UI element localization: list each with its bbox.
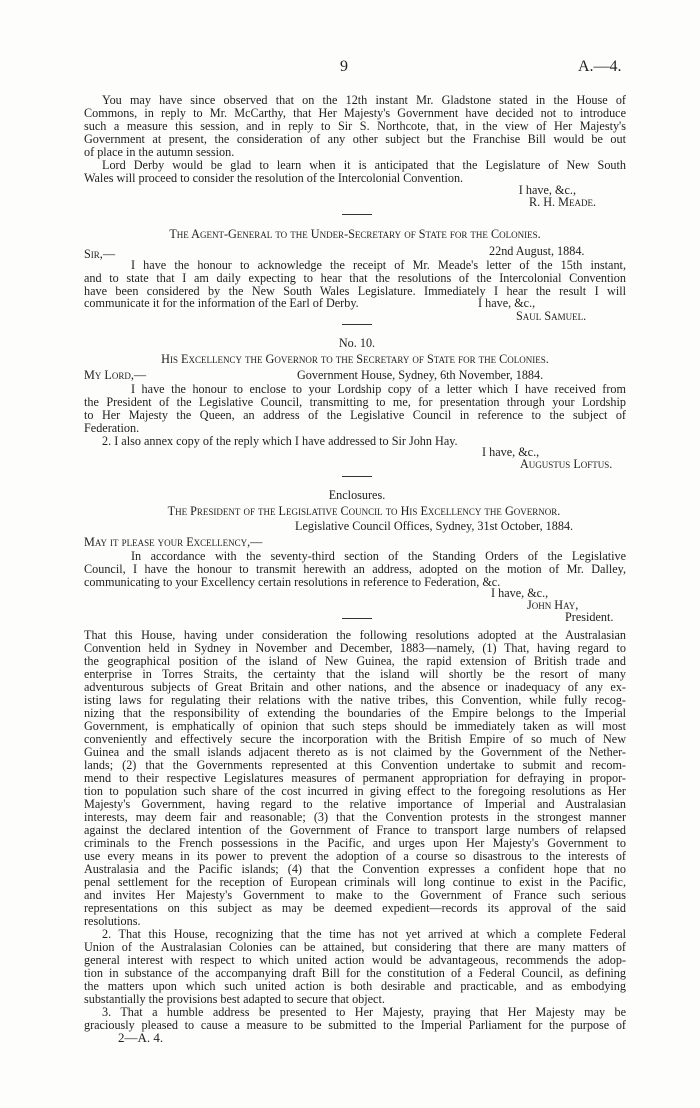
paragraph-line: Union of the Australasian Colonies can be attained, but considering that there are many matters of — [84, 940, 626, 954]
paragraph-line: have been considered by the New South Wales Legislature. Immediately I hear the result I will — [84, 284, 626, 298]
paragraph-line: against the declared intention of the Government of France to transport large numbers of relapsed — [84, 823, 626, 837]
divider — [342, 324, 372, 325]
paragraph-line: tion to population such share of the cost incurred in giving effect to the foregoing resolutions as Her — [84, 784, 626, 798]
paragraph-line: communicating to your Excellency certain resolutions in reference to Federation, &c. — [84, 575, 501, 589]
paragraph-line: the geographical position of the island of New Guinea, the rapid extension of British trade and — [84, 654, 626, 668]
salutation: May it please your Excellency,— — [84, 535, 263, 549]
paragraph-line: 3. That a humble address be presented to Her Majesty, praying that Her Majesty may be — [102, 1005, 626, 1019]
signature: John Hay, — [527, 598, 579, 612]
divider — [342, 214, 372, 215]
paragraph-line: penal settlement for the reception of European criminals will long continue to exist in the Pacific, — [84, 875, 626, 889]
page-number: 9 — [340, 58, 348, 75]
closing: I have, &c., — [518, 183, 576, 197]
divider — [342, 618, 372, 619]
paragraph-line: Convention held in Sydney in November and December, 1883—namely, (1) That, having regard to — [84, 641, 626, 655]
paragraph-line: In accordance with the seventy-third section of the Standing Orders of the Legislative — [131, 549, 626, 563]
enclosures-title: Enclosures. — [328, 488, 386, 502]
despatch-number: No. 10. — [338, 336, 376, 350]
paragraph-line: enterprise in Torres Straits, the certainty that the island will shortly be the resort of many — [84, 667, 626, 681]
paragraph-line: substantially the provisions best adapted to secure that object. — [84, 992, 385, 1006]
paragraph-line: 2. I also annex copy of the reply which I have addressed to Sir John Hay. — [102, 434, 458, 448]
paragraph-line: Wales will proceed to consider the resolution of the Intercolonial Convention. — [84, 171, 464, 185]
closing: I have, &c., — [482, 445, 540, 459]
paragraph-line: Government, is emphatically of opinion that such steps should be immediately taken as will most — [84, 719, 626, 733]
paragraph-line: resolutions. — [84, 914, 141, 928]
paragraph-line: Guinea and the small islands adjacent thereto as is not claimed by the Government of the Nether- — [84, 745, 626, 759]
letter-address: Legislative Council Offices, Sydney, 31st October, 1884. — [295, 519, 574, 533]
salutation: My Lord,— — [84, 368, 147, 382]
paragraph-line: nizing that the responsibility of extending the boundaries of the Empire belongs to the Imperial — [84, 706, 626, 720]
paragraph-line: graciously pleased to cause a measure to be submitted to the Imperial Parliament for the purpose of — [84, 1018, 626, 1032]
closing: I have, &c., — [478, 296, 536, 310]
paragraph-line: to Her Majesty the Queen, an address of the Legislative Council in reference to the subject of — [84, 408, 626, 422]
letter-date: 22nd August, 1884. — [489, 244, 585, 258]
paragraph-line: use every means in its power to prevent the adoption of a course so disastrous to the interests of — [84, 849, 626, 863]
paragraph-line: adventurous subjects of Great Britain and other nations, and the absence or inadequacy of any ex- — [84, 680, 626, 694]
paragraph-line: 2. That this House, recognizing that the time has not yet arrived at which a complete Federal — [102, 927, 626, 941]
document-reference: A.—4. — [578, 58, 622, 75]
letter-address: Government House, Sydney, 6th November, 1884. — [297, 368, 544, 382]
paragraph-line: such a measure this session, and in reply to Sir S. Northcote, that, in the view of Her Majesty's — [84, 119, 626, 133]
signatory-title: President. — [565, 610, 614, 624]
paragraph-line: the matters upon which such united action is both desirable and practicable, and as embodying — [84, 979, 626, 993]
paragraph-line: You may have since observed that on the 12th instant Mr. Gladstone stated in the House of — [102, 93, 626, 107]
paragraph-line: isting laws for regulating their relations with the native tribes, this Convention, while fully recog- — [84, 693, 626, 707]
paragraph-line: That this House, having under consideration the following resolutions adopted at the Australasian — [84, 628, 626, 642]
paragraph-line: communicate it for the information of the Earl of Derby. — [84, 296, 359, 310]
letter-heading: The President of the Legislative Council to His Excellency the Governor. — [167, 504, 561, 518]
paragraph-line: general interest with respect to which united action would be advantageous, recommends the adop- — [84, 953, 626, 967]
paragraph-line: I have the honour to enclose to your Lordship copy of a letter which I have received from — [131, 382, 626, 396]
letter-heading: His Excellency the Governor to the Secretary of State for the Colonies. — [161, 352, 549, 366]
paragraph-line: mend to their respective Legislatures measures of permanent appropriation for defraying in propor- — [84, 771, 626, 785]
signature: Saul Samuel. — [516, 309, 587, 323]
paragraph-line: Australasia and the Pacific islands; (4) that the Convention expresses a confident hope that no — [84, 862, 626, 876]
paragraph-line: I have the honour to acknowledge the receipt of Mr. Meade's letter of the 15th instant, — [131, 258, 626, 272]
paragraph-line: representations on this subject as may be deemed expedient—records its approval of the said — [84, 901, 626, 915]
paragraph-line: Commons, in reply to Mr. McCarthy, that Her Majesty's Government have decided not to introduce — [84, 106, 626, 120]
divider — [342, 476, 372, 477]
letter-heading: The Agent-General to the Under-Secretary of State for the Colonies. — [169, 227, 541, 241]
paragraph-line: and to state that I am daily expecting to hear that the resolutions of the Intercolonial Convention — [84, 271, 626, 285]
paragraph-line: criminals to the French possessions in the Pacific, and urges upon Her Majesty's Government to — [84, 836, 626, 850]
signature-mark: 2—A. 4. — [118, 1030, 164, 1045]
paragraph-line: lands; (2) that the Governments represented at this Convention undertake to submit and recom- — [84, 758, 626, 772]
paragraph-line: of place in the autumn session. — [84, 145, 235, 159]
paragraph-line: and invites Her Majesty's Government to make to the Government of France such serious — [84, 888, 626, 902]
paragraph-line: interests, may deem fair and reasonable; (3) that the Convention protests in the strongest manner — [84, 810, 626, 824]
paragraph-line: Federation. — [84, 421, 140, 435]
paragraph-line: Majesty's Government, having regard to the relative importance of Imperial and Australasian — [84, 797, 626, 811]
paragraph-line: conveniently and effectively secure the incorporation with the British Empire of so much of New — [84, 732, 626, 746]
signature: R. H. Meade. — [529, 195, 596, 209]
paragraph-line: the President of the Legislative Council, transmitting to me, for presentation through your Lordship — [84, 395, 626, 409]
paragraph-line: Council, I have the honour to transmit herewith an address, adopted on the motion of Mr. Dalley, — [84, 562, 626, 576]
salutation: Sir,— — [84, 247, 116, 261]
paragraph-line: tion in substance of the accompanying draft Bill for the constitution of a Federal Council, as defining — [84, 966, 626, 980]
paragraph-line: Lord Derby would be glad to learn when it is anticipated that the Legislature of New South — [102, 158, 626, 172]
signature: Augustus Loftus. — [520, 457, 613, 471]
closing: I have, &c., — [491, 586, 549, 600]
paragraph-line: Government at present, the consideration of any other subject but the Franchise Bill would be out — [84, 132, 626, 146]
